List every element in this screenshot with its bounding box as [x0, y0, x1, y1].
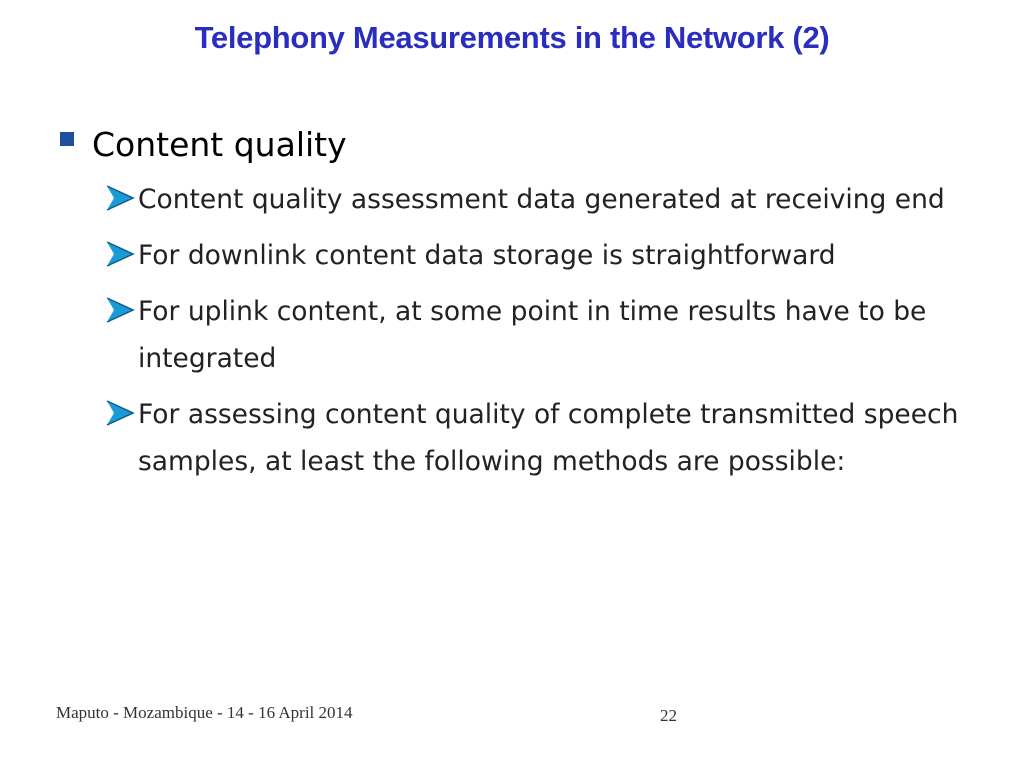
slide-title: Telephony Measurements in the Network (2): [194, 20, 830, 55]
sub-bullet-item: [102, 176, 1006, 223]
arrow-bullet-icon: [104, 239, 136, 269]
arrow-bullet-icon: [104, 183, 136, 213]
sub-bullet-item: [102, 391, 1006, 485]
sub-bullet-text: For assessing content quality of complete transmitted speech samples, at least the following methods are possible:: [138, 399, 959, 477]
footer-location-date: Maputo - Mozambique - 14 - 16 April 2014: [56, 703, 353, 722]
page-number: 22: [660, 706, 677, 725]
sub-bullet-text: For downlink content data storage is straightforward: [138, 240, 836, 271]
bullet-text: Content quality: [92, 125, 347, 164]
arrow-bullet-icon: [104, 398, 136, 428]
arrow-bullet-icon: [104, 295, 136, 325]
sub-bullet-text: Content quality assessment data generated at receiving end: [138, 184, 945, 215]
slide-content: [56, 120, 1006, 494]
sub-bullet-item: [102, 232, 1006, 279]
bullet-item: [56, 120, 1006, 170]
square-bullet-icon: [60, 132, 74, 146]
sub-bullet-item: [102, 288, 1006, 382]
sub-bullet-text: For uplink content, at some point in time results have to be integrated: [138, 296, 927, 374]
